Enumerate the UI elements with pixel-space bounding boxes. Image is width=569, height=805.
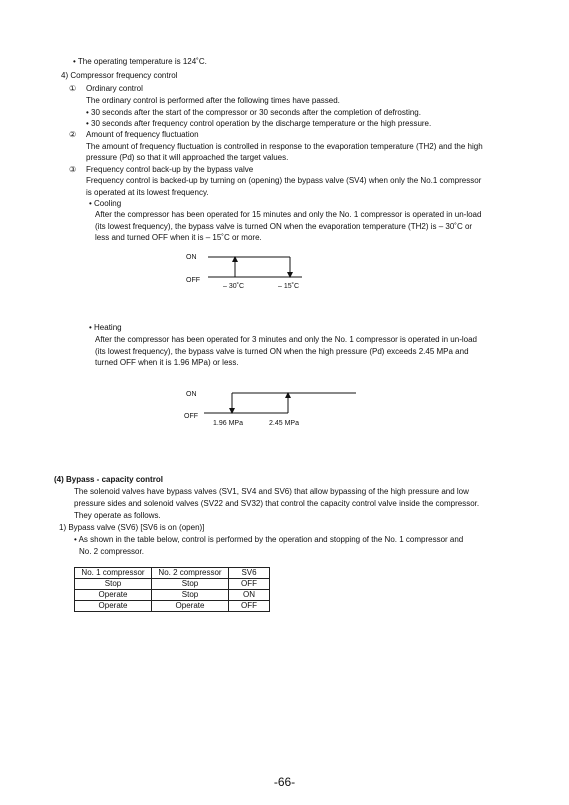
circled-number-1: ① <box>69 84 77 93</box>
fluctuation-line-1: The amount of frequency fluctuation is controlled in response to the evaporation temperature (TH2) and the high <box>86 142 483 151</box>
cooling-hysteresis-diagram <box>180 250 340 296</box>
bypass-bullet-line-2: No. 2 compressor. <box>79 547 144 556</box>
cooling-threshold-on: – 30˚C <box>223 283 245 290</box>
table-header-row <box>75 568 270 579</box>
heating-line-1: After the compressor has been operated for 3 minutes and only the No. 1 compressor is operated in un-load <box>95 335 477 344</box>
section-4-line-2: pressure sides and solenoid valves (SV22 and SV32) that control the capacity control valve inside the compressor. <box>74 499 480 508</box>
section-4-line-1: The solenoid valves have bypass valves (SV1, SV4 and SV6) that allow bypassing of the high pressure and low <box>74 487 469 496</box>
ordinary-control-line-3: • 30 seconds after frequency control operation by the discharge temperature or the high pressure. <box>86 119 432 128</box>
cooling-off-label: OFF <box>186 277 200 284</box>
table-row <box>75 601 270 612</box>
cooling-line-2: (its lowest frequency), the bypass valve is turned ON when the evaporation temperature (TH2) is – 30˚C or <box>95 222 473 231</box>
table-header: SV6 <box>229 568 270 579</box>
backup-title: Frequency control back-up by the bypass valve <box>86 165 254 174</box>
page-number: -66- <box>273 775 296 789</box>
table-row <box>75 590 270 601</box>
ordinary-control-line-1: The ordinary control is performed after the following times have passed. <box>86 96 340 105</box>
heating-title: • Heating <box>89 323 122 332</box>
heating-on-label: ON <box>186 391 197 398</box>
cooling-threshold-off: – 15˚C <box>278 283 300 290</box>
temperature-note: • The operating temperature is 124˚C. <box>73 57 207 66</box>
sv6-table <box>74 567 270 612</box>
table-header: No. 2 compressor <box>152 568 229 579</box>
section-4-heading: (4) Bypass - capacity control <box>54 475 163 484</box>
table-row <box>75 579 270 590</box>
circled-number-2: ② <box>69 130 77 139</box>
bypass-valve-item: 1) Bypass valve (SV6) [SV6 is on (open)] <box>59 523 205 532</box>
table-cell: Operate <box>75 590 152 601</box>
ordinary-control-line-2: • 30 seconds after the start of the compressor or 30 seconds after the completion of defrosting. <box>86 108 421 117</box>
table-cell: Stop <box>152 590 229 601</box>
heating-line-2: (its lowest frequency), the bypass valve is turned ON when the high pressure (Pd) exceeds 2.45 MPa and <box>95 347 469 356</box>
heating-threshold-off: 1.96 MPa <box>213 420 243 427</box>
heating-hysteresis-diagram <box>180 386 360 432</box>
circled-number-3: ③ <box>69 165 77 174</box>
cooling-on-label: ON <box>186 254 197 261</box>
fluctuation-title: Amount of frequency fluctuation <box>86 130 199 139</box>
cooling-line-1: After the compressor has been operated for 15 minutes and only the No. 1 compressor is operated in un-load <box>95 210 482 219</box>
heating-off-label: OFF <box>184 413 198 420</box>
bypass-bullet-line-1: • As shown in the table below, control is performed by the operation and stopping of the No. 1 compressor and <box>74 535 464 544</box>
table-cell: OFF <box>229 601 270 612</box>
table-cell: Operate <box>152 601 229 612</box>
ordinary-control-title: Ordinary control <box>86 84 143 93</box>
item-4-heading: 4) Compressor frequency control <box>61 71 178 80</box>
heating-threshold-on: 2.45 MPa <box>269 420 299 427</box>
cooling-line-3: less and turned OFF when it is – 15˚C or more. <box>95 233 262 242</box>
table-cell: Stop <box>75 579 152 590</box>
cooling-title: • Cooling <box>89 199 122 208</box>
heating-line-3: turned OFF when it is 1.96 MPa) or less. <box>95 358 239 367</box>
table-cell: ON <box>229 590 270 601</box>
table-header: No. 1 compressor <box>75 568 152 579</box>
backup-line-2: is operated at its lowest frequency. <box>86 188 209 197</box>
section-4-line-3: They operate as follows. <box>74 511 161 520</box>
table-cell: Stop <box>152 579 229 590</box>
backup-line-1: Frequency control is backed-up by turning on (opening) the bypass valve (SV4) when only the No.1 compressor <box>86 176 482 185</box>
table-cell: Operate <box>75 601 152 612</box>
table-cell: OFF <box>229 579 270 590</box>
fluctuation-line-2: pressure (Pd) so that it will approached the target values. <box>86 153 289 162</box>
